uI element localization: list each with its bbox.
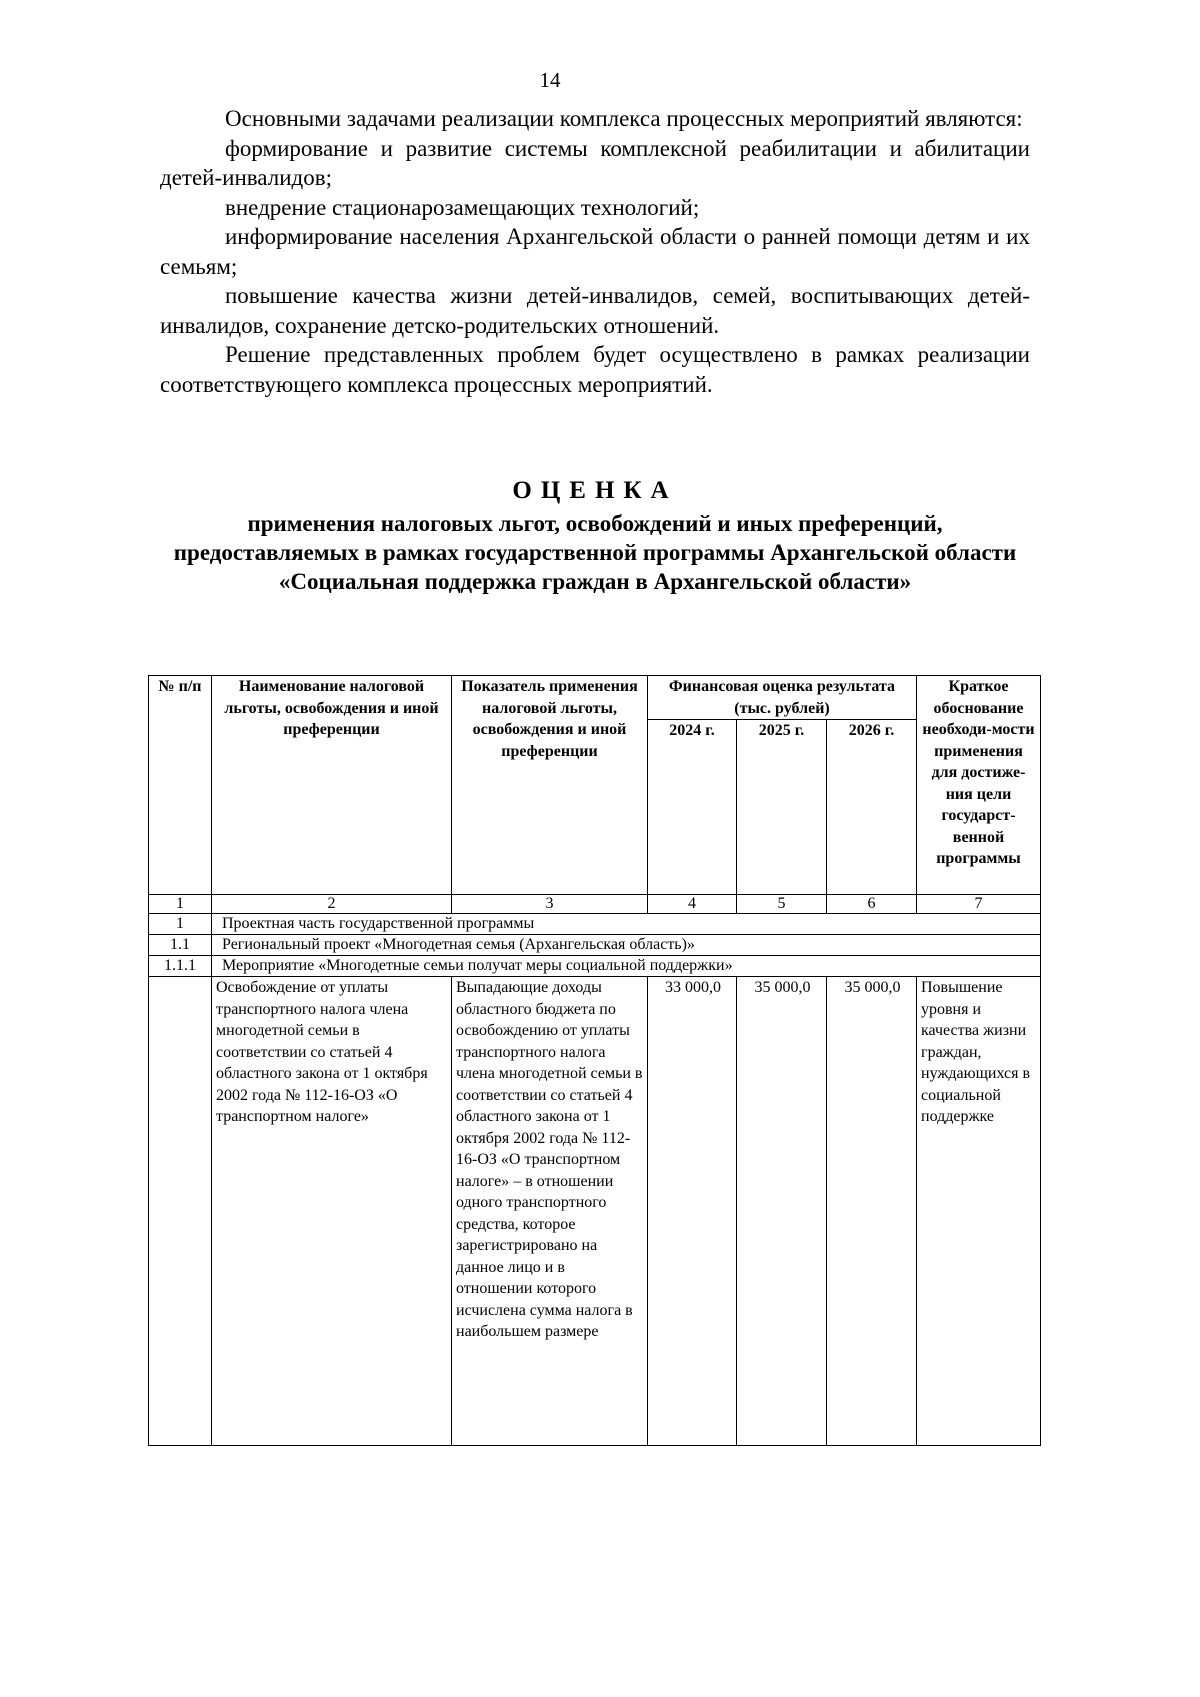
row-value-2025: 35 000,0 bbox=[737, 977, 827, 1446]
paragraph: информирование населения Архангельской области о ранней помощи детям и их семьям; bbox=[160, 224, 1030, 279]
header-name: Наименование налоговой льготы, освобождения и иной преференции bbox=[212, 676, 452, 895]
table-row bbox=[149, 977, 1041, 1446]
column-number: 1 bbox=[149, 895, 212, 914]
column-number: 3 bbox=[452, 895, 648, 914]
header-financial: Финансовая оценка результата (тыс. рублей) bbox=[648, 676, 917, 720]
section-title: Региональный проект «Многодетная семья (Архангельская область)» bbox=[212, 935, 1041, 956]
tax-benefits-table bbox=[148, 675, 1041, 1446]
column-number: 7 bbox=[917, 895, 1041, 914]
row-value-2026: 35 000,0 bbox=[827, 977, 917, 1446]
row-indicator: Выпадающие доходы областного бюджета по освобождению от уплаты транспортного налога члена многодетной семьи в соответствии со статьей 4 областного закона от 1 октября 2002 года № 112-16-ОЗ «О транспортном налоге» – в отношении одного транспортного средства, которое зарегистрировано на данное лицо и в отношении которого исчислена сумма налога в наибольшем размере bbox=[452, 977, 648, 1446]
section-code: 1.1 bbox=[149, 935, 212, 956]
paragraph: повышение качества жизни детей-инвалидов, семей, воспитывающих детей-инвалидов, сохранение детско-родительских отношений. bbox=[160, 283, 1030, 338]
section-heading bbox=[160, 474, 1030, 596]
body-text bbox=[160, 104, 1030, 399]
section-code: 1 bbox=[149, 914, 212, 935]
heading-title: ОЦЕНКА bbox=[512, 477, 678, 504]
paragraph: Решение представленных проблем будет осуществлено в рамках реализации соответствующего комплекса процессных мероприятий. bbox=[160, 342, 1030, 397]
row-justification: Повышение уровня и качества жизни граждан, нуждающихся в социальной поддержке bbox=[917, 977, 1041, 1446]
header-num: № п/п bbox=[149, 676, 212, 895]
header-year-2025: 2025 г. bbox=[737, 720, 827, 895]
section-title: Мероприятие «Многодетные семьи получат меры социальной поддержки» bbox=[212, 956, 1041, 977]
column-number: 4 bbox=[648, 895, 737, 914]
column-number: 5 bbox=[737, 895, 827, 914]
column-number: 2 bbox=[212, 895, 452, 914]
page-number: 14 bbox=[539, 68, 561, 92]
row-name: Освобождение от уплаты транспортного налога члена многодетной семьи в соответствии со статьей 4 областного закона от 1 октября 2002 года № 112-16-ОЗ «О транспортном налоге» bbox=[212, 977, 452, 1446]
column-numbers-row bbox=[149, 895, 1041, 914]
header-indicator: Показатель применения налоговой льготы, освобождения и иной преференции bbox=[452, 676, 648, 895]
heading-subtitle: применения налоговых льгот, освобождений и иных преференций, предоставляемых в рамках государственной программы Архангельской области «Социальная поддержка граждан в Архангельской области» bbox=[173, 511, 1017, 594]
header-justification: Краткое обоснование необходи-мости применения для достиже-ния цели государст-венной программы bbox=[917, 676, 1041, 895]
paragraph: внедрение стационарозамещающих технологий; bbox=[225, 194, 700, 220]
row-num bbox=[149, 977, 212, 1446]
paragraph: Основными задачами реализации комплекса процессных мероприятий являются: bbox=[225, 106, 1023, 131]
column-number: 6 bbox=[827, 895, 917, 914]
section-title: Проектная часть государственной программы bbox=[212, 914, 1041, 935]
paragraph: формирование и развитие системы комплексной реабилитации и абилитации детей-инвалидов; bbox=[160, 135, 1030, 190]
section-row bbox=[149, 935, 1041, 956]
section-code: 1.1.1 bbox=[149, 956, 212, 977]
header-year-2026: 2026 г. bbox=[827, 720, 917, 895]
section-row bbox=[149, 956, 1041, 977]
header-year-2024: 2024 г. bbox=[648, 720, 737, 895]
section-row bbox=[149, 914, 1041, 935]
row-value-2024: 33 000,0 bbox=[648, 977, 737, 1446]
